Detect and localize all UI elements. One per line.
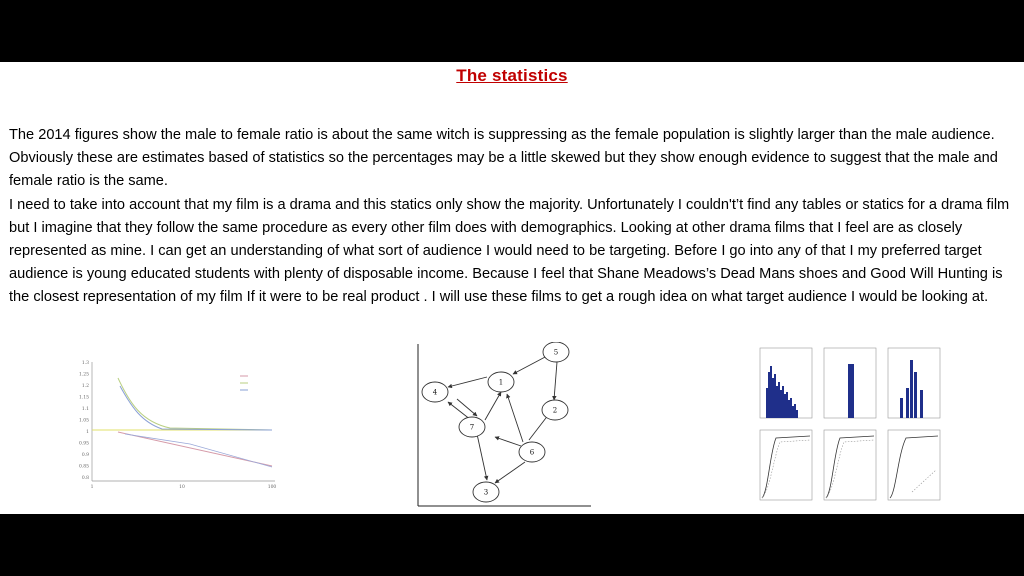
y-tick: 0.85 — [78, 464, 89, 470]
y-tick: 1 — [86, 430, 89, 435]
node-label-4: 4 — [432, 388, 438, 397]
y-tick: 1.05 — [78, 418, 89, 424]
bottom-letterbox-bar — [0, 514, 1024, 576]
node-label-1: 1 — [498, 378, 504, 387]
top-letterbox-bar — [0, 0, 1024, 62]
paragraph-1: The 2014 figures show the male to female ratio is about the same witch is suppressing as the female population is slightly larger than the male audience. Obviously these are estimates based of statistics so the percentages may be a little skewed but they show enough evidence to suggest that the male and female ratio is the same. — [9, 127, 998, 190]
histogram-grid — [752, 342, 948, 510]
line-chart — [70, 356, 280, 492]
histogram-grid-figure — [752, 342, 948, 510]
node-label-3: 3 — [483, 488, 489, 497]
node-label-6: 6 — [529, 448, 535, 457]
paragraph-2: I need to take into account that my film is a drama and this statics only show the majority. Unfortunately I couldn't’t find any tables or statics for a drama film but I imagine that they follow the same procedure as every other film does with demographics. Looking at other drama films that I feel are as closely represented as mine. I can get an understanding of what sort of audience I would need to be targeting. Before I go into any of that I my preferred target audience is young educated students with plenty of disposable income. Because I feel that Shane Meadows’s Dead Mans shoes and Good Will Hunting is the closest representation of my film If it were to be real product . I will use these films to get a rough idea on what target audience I would be looking at. — [9, 196, 1010, 306]
y-tick: 0.95 — [78, 441, 89, 447]
y-tick: 0.8 — [81, 476, 89, 481]
node-label-5: 5 — [553, 348, 559, 357]
y-tick: 1.1 — [81, 407, 89, 412]
slide — [0, 62, 1024, 514]
node-label-7: 7 — [469, 423, 475, 432]
slide-title: The statistics — [456, 66, 568, 85]
x-tick: 1 — [90, 485, 94, 490]
network-diagram-figure — [415, 342, 593, 510]
y-tick: 1.2 — [81, 384, 89, 389]
x-tick: 10 — [179, 485, 185, 490]
node-label-2: 2 — [552, 406, 558, 415]
line-chart-figure — [70, 356, 280, 492]
network-diagram — [415, 342, 593, 510]
y-tick: 0.9 — [81, 453, 89, 458]
y-tick: 1.25 — [78, 372, 89, 378]
x-tick: 100 — [267, 485, 277, 490]
slide-body-text — [9, 124, 1021, 310]
y-tick: 1.3 — [81, 361, 89, 366]
y-tick: 1.15 — [78, 395, 89, 401]
